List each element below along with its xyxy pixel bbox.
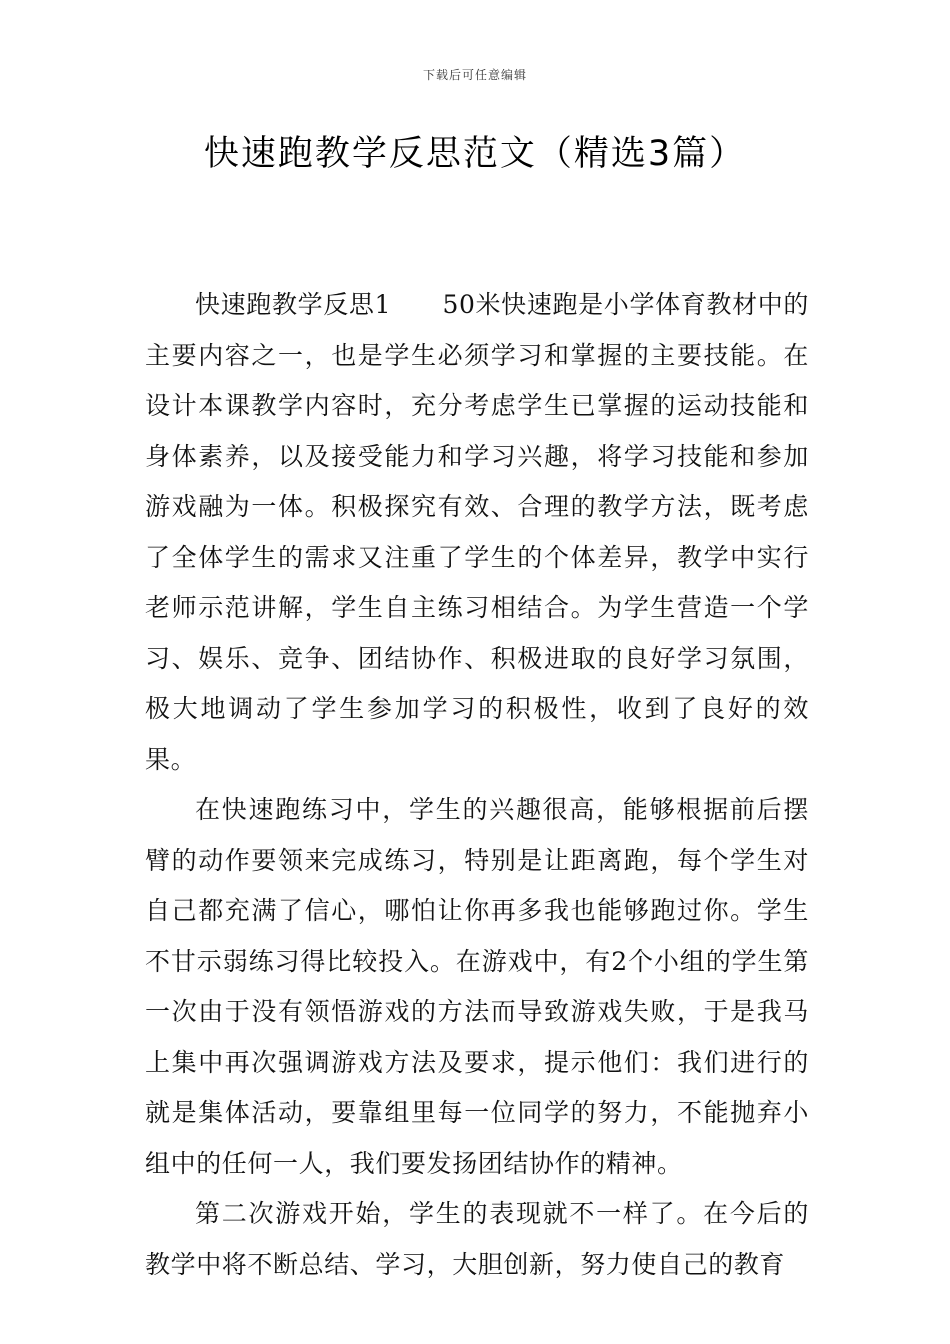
document-body	[145, 280, 809, 1290]
header-note: 下载后可任意编辑	[422, 68, 527, 82]
document-title: 快速跑教学反思范文（精选3篇）	[203, 134, 747, 174]
paragraph: 快速跑教学反思1 50米快速跑是小学体育教材中的主要内容之一，也是学生必须学习和掌握的主要技能。在设计本课教学内容时，充分考虑学生已掌握的运动技能和身体素养，以及接受能力和学习兴趣，将学习技能和参加游戏融为一体。积极探究有效、合理的教学方法，既考虑了全体学生的需求又注重了学生的个体差异，教学中实行老师示范讲解，学生自主练习相结合。为学生营造一个学习、娱乐、竞争、团结协作、积极进取的良好学习氛围，极大地调动了学生参加学习的积极性，收到了良好的效果。	[145, 290, 809, 774]
paragraph: 在快速跑练习中，学生的兴趣很高，能够根据前后摆臂的动作要领来完成练习，特别是让距离跑，每个学生对自己都充满了信心，哪怕让你再多我也能够跑过你。学生不甘示弱练习得比较投入。在游戏中，有2个小组的学生第一次由于没有领悟游戏的方法而导致游戏失败，于是我马上集中再次强调游戏方法及要求，提示他们：我们进行的就是集体活动，要靠组里每一位同学的努力，不能抛弃小组中的任何一人，我们要发扬团结协作的精神。	[145, 795, 809, 1178]
paragraph: 第二次游戏开始，学生的表现就不一样了。在今后的教学中将不断总结、学习，大胆创新，努力使自己的教育	[145, 1199, 809, 1279]
